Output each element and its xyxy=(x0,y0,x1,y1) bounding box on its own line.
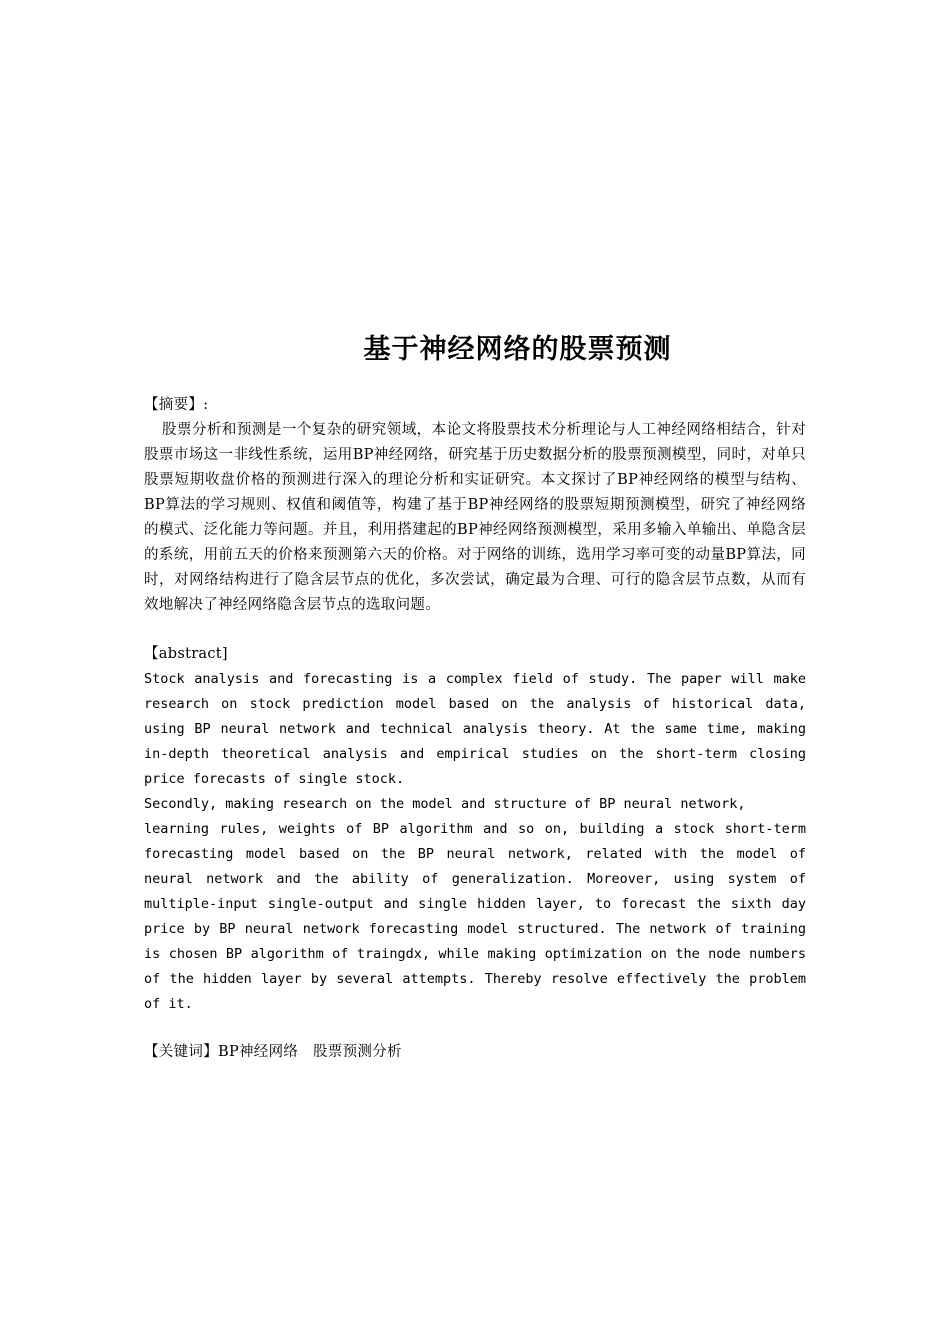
english-abstract-paragraph-2: learning rules, weights of BP algorithm and so on, building a stock short-term forecasting model based on the BP neural network, related with the model of neural network and the ability of generalization. Moreover, using system of multiple-input single-output and single hidden layer, to forecast the sixth day price by BP neural network forecasting model structured. The network of training is chosen BP algorithm of traingdx, while making optimization on the node numbers of the hidden layer by several attempts. Thereby resolve effectively the problem of it. xyxy=(144,821,806,1012)
english-abstract-paragraph-1: Stock analysis and forecasting is a complex field of study. The paper will make research on stock prediction model based on the analysis of historical data, using BP neural network and technical analysis theory. At the same time, making in-depth theoretical analysis and empirical studies on the short-term closing price forecasts of single stock. xyxy=(144,671,806,787)
english-abstract-label: 【abstract] xyxy=(144,646,228,662)
keywords-text: BP神经网络 股票预测分析 xyxy=(218,1044,402,1060)
english-abstract xyxy=(144,642,806,1017)
chinese-abstract-label: 【摘要】: xyxy=(144,397,209,413)
english-abstract-paragraph-2-first-line: Secondly, making research on the model and structure of BP neural network, xyxy=(144,796,746,812)
chinese-abstract-text: 股票分析和预测是一个复杂的研究领域，本论文将股票技术分析理论与人工神经网络相结合，针对股票市场这一非线性系统，运用BP神经网络，研究基于历史数据分析的股票预测模型，同时，对单只股票短期收盘价格的预测进行深入的理论分析和实证研究。本文探讨了BP神经网络的模型与结构、BP算法的学习规则、权值和阈值等，构建了基于BP神经网络的股票短期预测模型，研究了神经网络的模式、泛化能力等问题。并且，利用搭建起的BP神经网络预测模型，采用多输入单输出、单隐含层的系统，用前五天的价格来预测第六天的价格。对于网络的训练，选用学习率可变的动量BP算法，同时，对网络结构进行了隐含层节点的优化，多次尝试，确定最为合理、可行的隐含层节点数，从而有效地解决了神经网络隐含层节点的选取问题。 xyxy=(144,422,806,613)
keywords-label: 【关键词】 xyxy=(144,1044,218,1060)
paper-title: 基于神经网络的股票预测 xyxy=(363,334,672,365)
chinese-abstract xyxy=(144,393,806,618)
keywords xyxy=(144,1040,806,1065)
